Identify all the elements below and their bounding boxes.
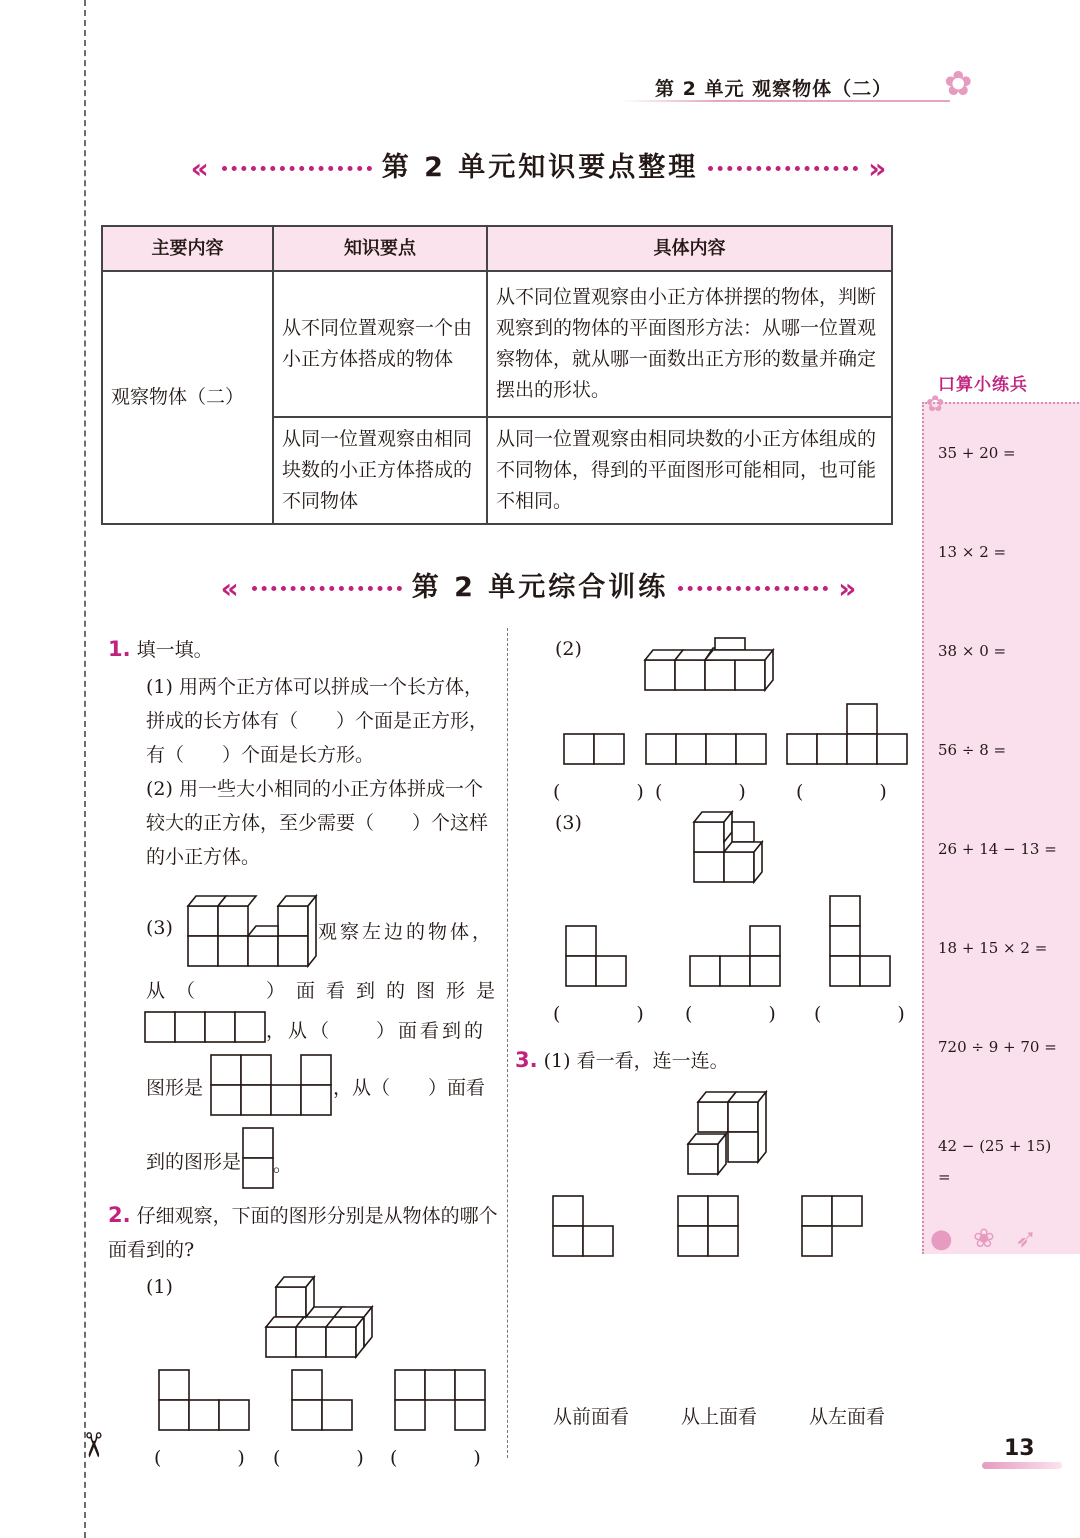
sidebar-title: 口算小练兵 xyxy=(938,375,1028,395)
answer-blank[interactable]: ( ) xyxy=(685,1003,776,1025)
question-3-title xyxy=(515,1043,729,1078)
calc-item: 18 + 15 × 2 = xyxy=(938,939,1048,957)
question-2-sub-3-label: (3) xyxy=(555,812,582,834)
question-1-part-3-text: 到的图形是 xyxy=(146,1151,242,1173)
table-header: 主要内容 xyxy=(102,226,273,271)
q1-view-row-of-four xyxy=(145,1012,265,1042)
question-number: 3. xyxy=(515,1048,538,1072)
question-1-part-2: (2) 用一些大小相同的小正方体拼成一个较大的正方体，至少需要（ ）个这样的小正方体。 xyxy=(146,778,489,868)
section-banner-summary xyxy=(170,145,910,185)
table-point-cell: 从不同位置观察一个由小正方体搭成的物体 xyxy=(273,271,487,417)
scissors-icon: ✂ xyxy=(72,1430,113,1460)
question-1-part-3-text: ，从（ ）面看 xyxy=(333,1077,486,1099)
q1-view-column-of-two xyxy=(243,1128,273,1188)
answer-blank[interactable]: ( ) xyxy=(390,1447,481,1469)
view-label-left: 从左面看 xyxy=(809,1406,886,1428)
q2-3-object-figure xyxy=(694,812,766,882)
unit-header: 第 2 单元 观察物体（二） xyxy=(655,78,893,100)
q2-2-object-figure xyxy=(645,638,777,690)
q1-object-figure xyxy=(188,894,318,966)
calc-item: 720 ÷ 9 + 70 = xyxy=(938,1038,1057,1056)
q2-1-object-figure xyxy=(266,1276,381,1358)
q2-3-view-b xyxy=(690,926,780,986)
question-2-title xyxy=(108,1198,500,1267)
q3-view-b xyxy=(678,1196,738,1256)
header-underline xyxy=(620,100,950,102)
mental-math-sidebar xyxy=(922,402,1080,1254)
view-label-front: 从前面看 xyxy=(553,1406,630,1428)
calc-item: 56 ÷ 8 = xyxy=(938,741,1007,759)
answer-blank[interactable]: ( ) xyxy=(553,1003,644,1025)
answer-blank[interactable]: ( ) xyxy=(655,781,746,803)
cut-line xyxy=(84,0,86,1538)
calc-item: = xyxy=(938,1168,951,1186)
question-2-sub-1-label: (1) xyxy=(146,1276,173,1298)
double-chevron-left-icon: « xyxy=(220,572,242,605)
question-1-part-3-text: 。 xyxy=(273,1154,293,1176)
answer-blank[interactable]: ( ) xyxy=(273,1447,364,1469)
answer-blank[interactable]: ( ) xyxy=(553,781,644,803)
answer-blank[interactable]: ( ) xyxy=(814,1003,905,1025)
table-point-cell: 从同一位置观察由相同块数的小正方体搭成的不同物体 xyxy=(273,417,487,524)
question-1-title xyxy=(108,632,213,667)
q3-view-c xyxy=(802,1196,862,1256)
q2-1-view-b xyxy=(292,1370,352,1430)
q3-object-figure xyxy=(688,1092,772,1174)
knowledge-table xyxy=(101,225,893,525)
flower-icon: ✿ xyxy=(926,392,945,417)
q3-view-a xyxy=(553,1196,613,1256)
section-banner-training xyxy=(195,565,885,605)
question-1-part-3-text: 观察左边的物体， xyxy=(318,921,495,943)
page-number-bar xyxy=(982,1462,1062,1469)
question-number: 2. xyxy=(108,1203,131,1227)
column-divider xyxy=(507,628,508,1458)
question-number: 1. xyxy=(108,637,131,661)
question-1-part-1: (1) 用两个正方体可以拼成一个长方体，拼成的长方体有（ ）个面是正方形，有（ ）个面是长方形。 xyxy=(146,676,489,766)
q2-3-view-c xyxy=(830,896,890,986)
question-title: (1) 看一看，连一连。 xyxy=(543,1050,729,1072)
double-chevron-right-icon: » xyxy=(838,572,860,605)
question-1-part-3-text: 图形是 xyxy=(146,1077,204,1099)
double-chevron-right-icon: » xyxy=(868,152,890,185)
question-2-sub-2-label: (2) xyxy=(555,638,582,660)
calc-item: 13 × 2 = xyxy=(938,543,1007,561)
table-header: 具体内容 xyxy=(487,226,892,271)
table-content-cell: 从不同位置观察由小正方体拼摆的物体，判断观察到的物体的平面图形方法：从哪一位置观察物体，就从哪一面数出正方形的数量并确定摆出的形状。 xyxy=(487,271,892,417)
table-content-cell: 从同一位置观察由相同块数的小正方体组成的不同物体，得到的平面图形可能相同，也可能不相同。 xyxy=(487,417,892,524)
q2-3-view-a xyxy=(566,926,626,986)
calc-item: 38 × 0 = xyxy=(938,642,1007,660)
q2-2-view-a xyxy=(564,734,624,764)
calc-item: 35 + 20 = xyxy=(938,444,1016,462)
calc-item: 42 − (25 + 15) xyxy=(938,1137,1052,1155)
flower-decoration-icon: ✿ xyxy=(944,64,973,104)
table-topic-cell: 观察物体（二） xyxy=(102,271,273,524)
question-1-part-3-label: (3) xyxy=(146,917,173,939)
q2-2-view-b xyxy=(646,734,766,764)
q2-2-view-c xyxy=(787,704,907,764)
question-1-part-3-text: 从（ ）面看到的图形是 xyxy=(146,980,507,1002)
page-number: 13 xyxy=(1004,1436,1035,1461)
question-title: 仔细观察，下面的图形分别是从物体的哪个面看到的? xyxy=(108,1205,498,1261)
double-chevron-left-icon: « xyxy=(190,152,212,185)
q2-1-view-a xyxy=(159,1370,249,1430)
sidebar-bottom-decoration-icon: ● ❀ ➶ xyxy=(930,1224,1043,1254)
section-title: 第 2 单元综合训练 xyxy=(411,572,669,603)
answer-blank[interactable]: ( ) xyxy=(796,781,887,803)
section-title: 第 2 单元知识要点整理 xyxy=(381,152,699,183)
q2-1-view-c xyxy=(395,1370,485,1430)
answer-blank[interactable]: ( ) xyxy=(154,1447,245,1469)
question-1-part-3-text: ，从（ ）面看到的 xyxy=(266,1020,487,1042)
calc-item: 26 + 14 − 13 = xyxy=(938,840,1057,858)
question-title: 填一填。 xyxy=(136,639,213,661)
q1-view-front-shape xyxy=(211,1055,331,1115)
table-header: 知识要点 xyxy=(273,226,487,271)
view-label-top: 从上面看 xyxy=(681,1406,758,1428)
